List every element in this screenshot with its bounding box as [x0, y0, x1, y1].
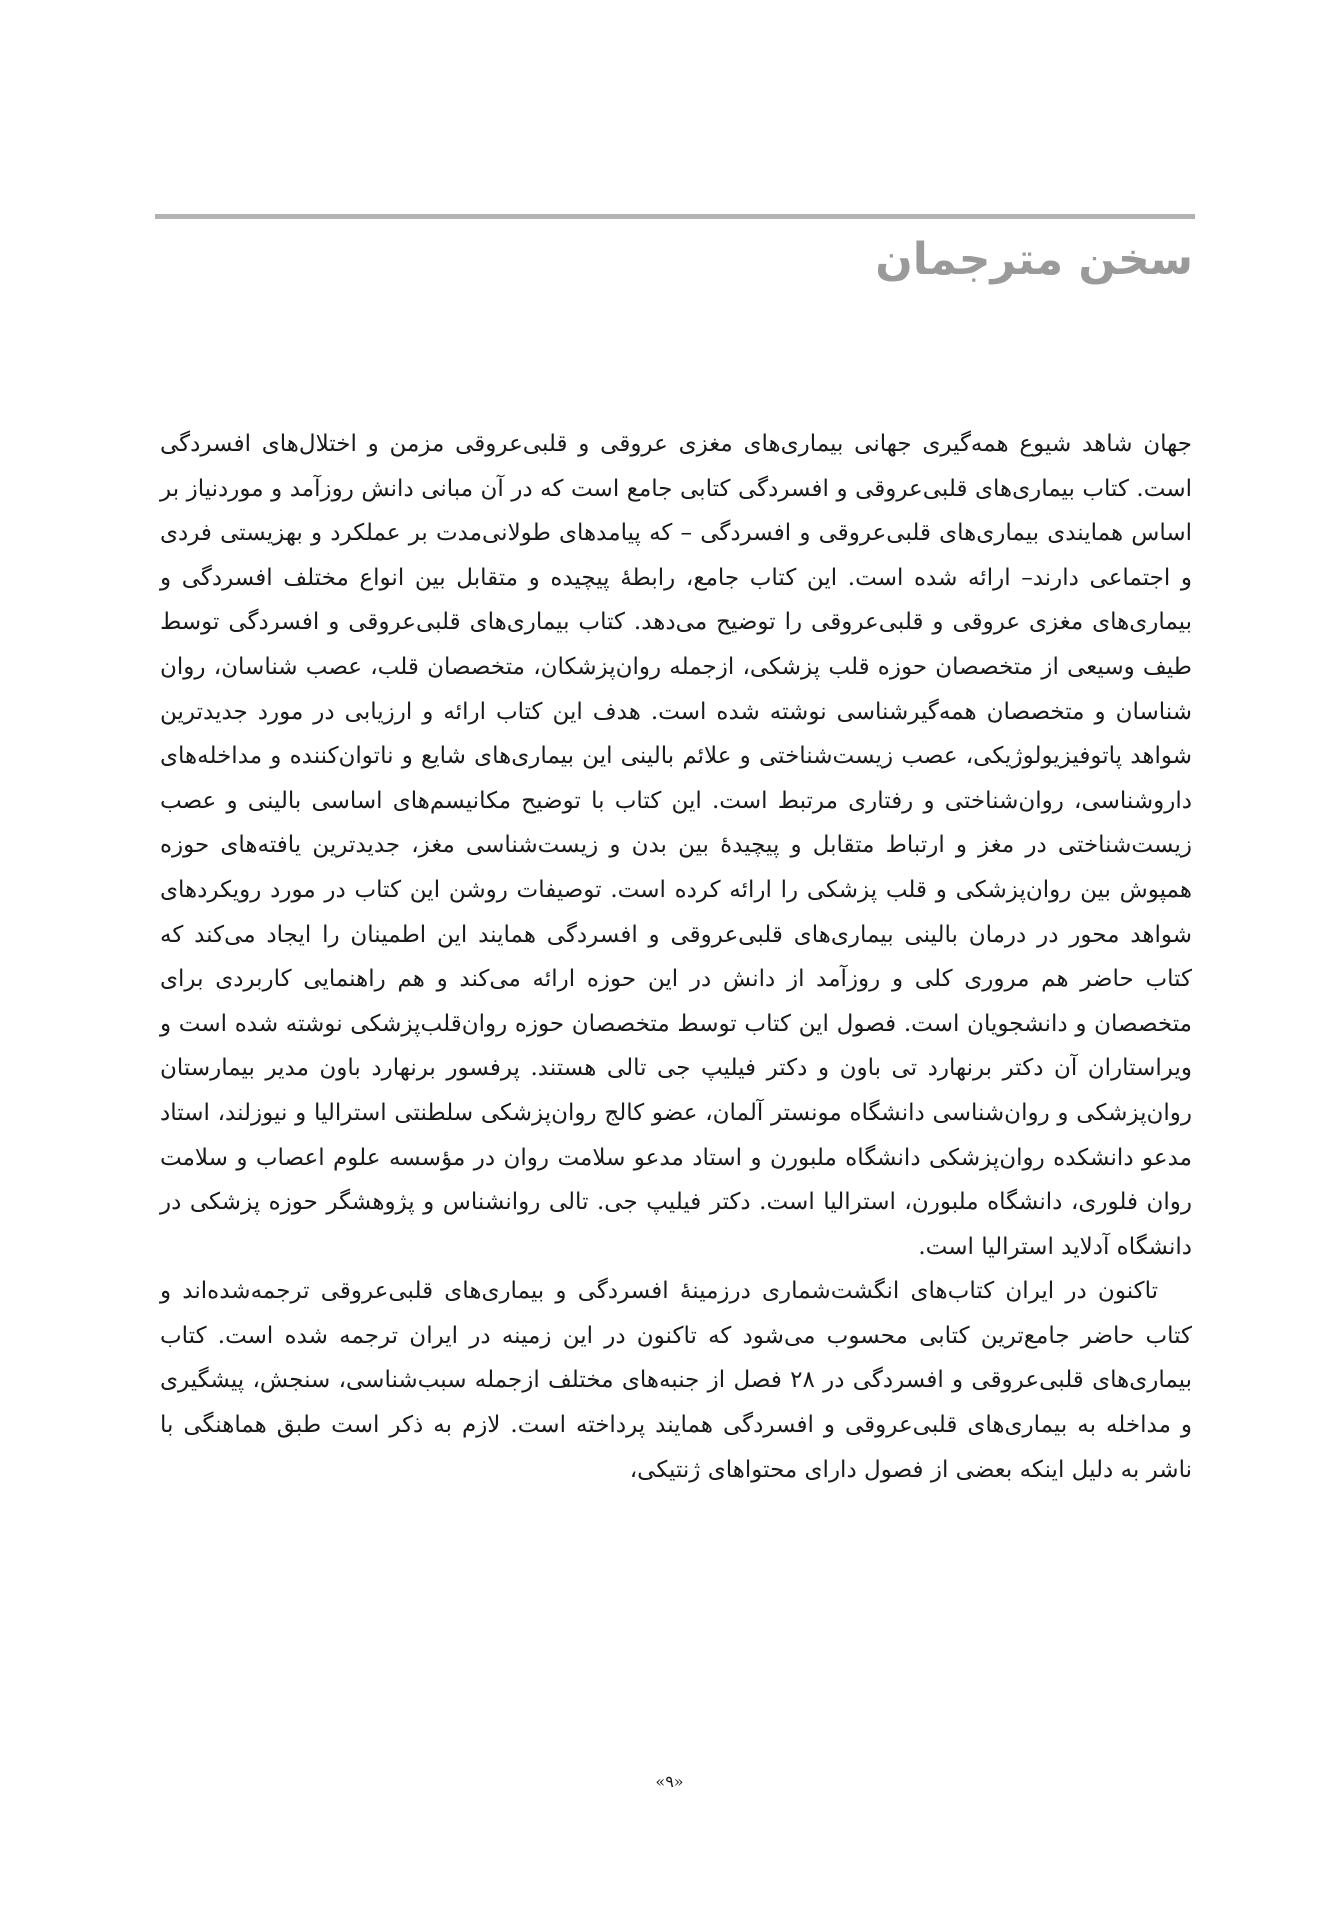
- body-text: [160, 422, 1192, 1492]
- paragraph: تاکنون در ایران کتاب‌های انگشت‌شماری درزمینهٔ افسردگی و بیماری‌های قلبی‌عروقی ترجمه‌شده‌اند و کتاب حاضر جامع‌ترین کتابی محسوب می‌شود که تاکنون در این زمینه در ایران ترجمه شده است. کتاب بیماری‌های قلبی‌عروقی و افسردگی در ۲۸ فصل از جنبه‌های مختلف ازجمله سبب‌شناسی، سنجش، پیشگیری و مداخله به بیماری‌های قلبی‌عروقی و افسردگی همایند پرداخته است. لازم به ذکر است طبق هماهنگی با ناشر به دلیل اینکه بعضی از فصول دارای محتواهای ژنتیکی،: [160, 1278, 1192, 1483]
- header-rule: [155, 214, 1195, 219]
- paragraph: جهان شاهد شیوع همه‌گیری جهانی بیماری‌های مغزی عروقی و قلبی‌عروقی مزمن و اختلال‌های افسردگی است. کتاب بیماری‌های قلبی‌عروقی و افسردگی کتابی جامع است که در آن مبانی دانش روزآمد و موردنیاز بر اساس همایندی بیماری‌های قلبی‌عروقی و افسردگی – که پیامدهای طولانی‌مدت بر عملکرد و بهزیستی فردی و اجتماعی دارند– ارائه شده است. این کتاب جامع، رابطهٔ پیچیده و متقابل بین انواع مختلف افسردگی و بیماری‌های مغزی عروقی و قلبی‌عروقی را توضیح می‌دهد. کتاب بیماری‌های قلبی‌عروقی و افسردگی توسط طیف وسیعی از متخصصان حوزه قلب پزشکی، ازجمله روان‌پزشکان، متخصصان قلب، عصب شناسان، روان شناسان و متخصصان همه‌گیرشناسی نوشته شده است. هدف این کتاب ارائه و ارزیابی در مورد جدیدترین شواهد پاتوفیزیولوژیکی، عصب زیست‌شناختی و علائم بالینی این بیماری‌های شایع و ناتوان‌کننده و مداخله‌های داروشناسی، روان‌شناختی و رفتاری مرتبط است. این کتاب با توضیح مکانیسم‌های اساسی بالینی و عصب زیست‌شناختی در مغز و ارتباط متقابل و پیچیدهٔ بین بدن و زیست‌شناسی مغز، جدیدترین یافته‌های حوزه همپوش بین روان‌پزشکی و قلب پزشکی را ارائه کرده است. توصیفات روشن این کتاب در مورد رویکردهای شواهد محور در درمان بالینی بیماری‌های قلبی‌عروقی و افسردگی همایند این اطمینان را ایجاد می‌کند که کتاب حاضر هم مروری کلی و روزآمد از دانش در این حوزه ارائه می‌کند و هم راهنمایی کاربردی برای متخصصان و دانشجویان است. فصول این کتاب توسط متخصصان حوزه روان‌قلب‌پزشکی نوشته شده است و ویراستاران آن دکتر برنهارد تی باون و دکتر فیلیپ جی تالی هستند. پرفسور برنهارد باون مدیر بیمارستان روان‌پزشکی و روان‌شناسی دانشگاه مونستر آلمان، عضو کالج روان‌پزشکی سلطنتی استرالیا و نیوزلند، استاد مدعو دانشکده روان‌پزشکی دانشگاه ملبورن و استاد مدعو سلامت روان در مؤسسه علوم اعصاب و سلامت روان فلوری، دانشگاه ملبورن، استرالیا است. دکتر فیلیپ جی. تالی روانشناس و پژوهشگر حوزه پزشکی در دانشگاه آدلاید استرالیا است.: [160, 431, 1192, 1260]
- page-title: سخن مترجمان: [875, 234, 1193, 285]
- page-number: «۹»: [655, 1772, 684, 1791]
